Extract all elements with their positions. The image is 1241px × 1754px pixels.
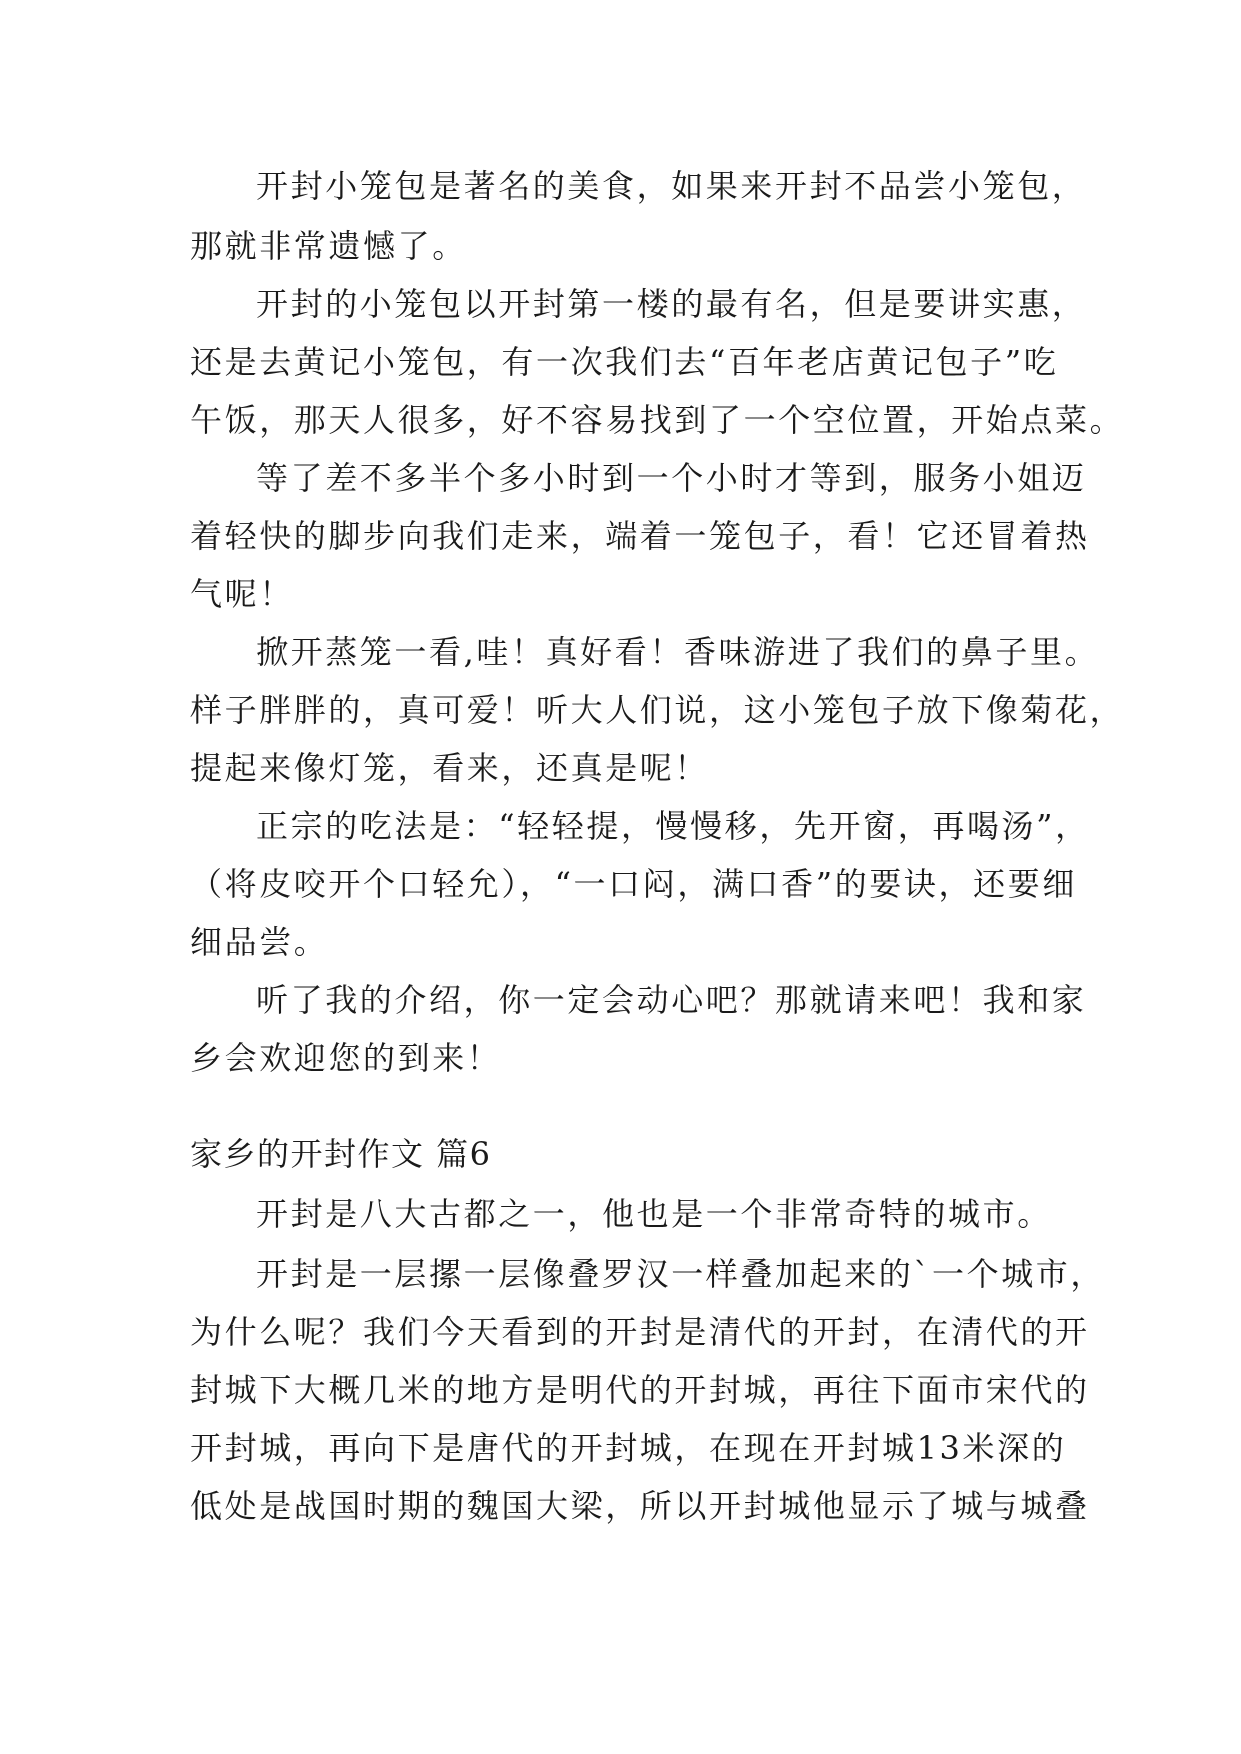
paragraph-line: 等了差不多半个多小时到一个小时才等到，服务小姐迈 <box>256 459 1087 497</box>
paragraph-line: 还是去黄记小笼包，有一次我们去“百年老店黄记包子”吃 <box>190 343 1059 381</box>
paragraph-line: 提起来像灯笼，看来，还真是呢！ <box>190 749 710 787</box>
paragraph-line: 为什么呢？我们今天看到的开封是清代的开封，在清代的开 <box>190 1313 1090 1351</box>
paragraph-line: 封城下大概几米的地方是明代的开封城，再往下面市宋代的 <box>190 1371 1090 1409</box>
paragraph-line: 正宗的吃法是：“轻轻提，慢慢移，先开窗，再喝汤”， <box>256 807 1090 845</box>
paragraph-line: 开封是八大古都之一，他也是一个非常奇特的城市。 <box>256 1195 1052 1233</box>
paragraph-line: 开封的小笼包以开封第一楼的最有名，但是要讲实惠， <box>256 285 1087 323</box>
paragraph-line: 乡会欢迎您的到来！ <box>190 1039 502 1077</box>
paragraph-line: （将皮咬开个口轻允），“一口闷，满口香”的要诀，还要细 <box>190 865 1077 903</box>
paragraph-line: 那就非常遗憾了。 <box>190 227 467 265</box>
paragraph-line: 细品尝。 <box>190 923 329 961</box>
paragraph-line: 样子胖胖的，真可爱！听大人们说，这小笼包子放下像菊花， <box>190 691 1125 729</box>
paragraph-line: 开封城，再向下是唐代的开封城，在现在开封城13米深的 <box>190 1429 1067 1467</box>
paragraph-line: 掀开蒸笼一看,哇！真好看！香味游进了我们的鼻子里。 <box>256 633 1100 671</box>
paragraph-line: 低处是战国时期的魏国大梁，所以开封城他显示了城与城叠 <box>190 1487 1090 1525</box>
section-heading: 家乡的开封作文 篇6 <box>190 1135 492 1173</box>
paragraph-line: 开封是一层摞一层像叠罗汉一样叠加起来的`一个城市， <box>256 1255 1106 1293</box>
paragraph-line: 开封小笼包是著名的美食，如果来开封不品尝小笼包， <box>256 167 1087 205</box>
paragraph-line: 午饭，那天人很多，好不容易找到了一个空位置，开始点菜。 <box>190 401 1125 439</box>
paragraph-line: 着轻快的脚步向我们走来，端着一笼包子，看！它还冒着热 <box>190 517 1090 555</box>
paragraph-line: 听了我的介绍，你一定会动心吧？那就请来吧！我和家 <box>256 981 1087 1019</box>
paragraph-line: 气呢！ <box>190 575 294 613</box>
